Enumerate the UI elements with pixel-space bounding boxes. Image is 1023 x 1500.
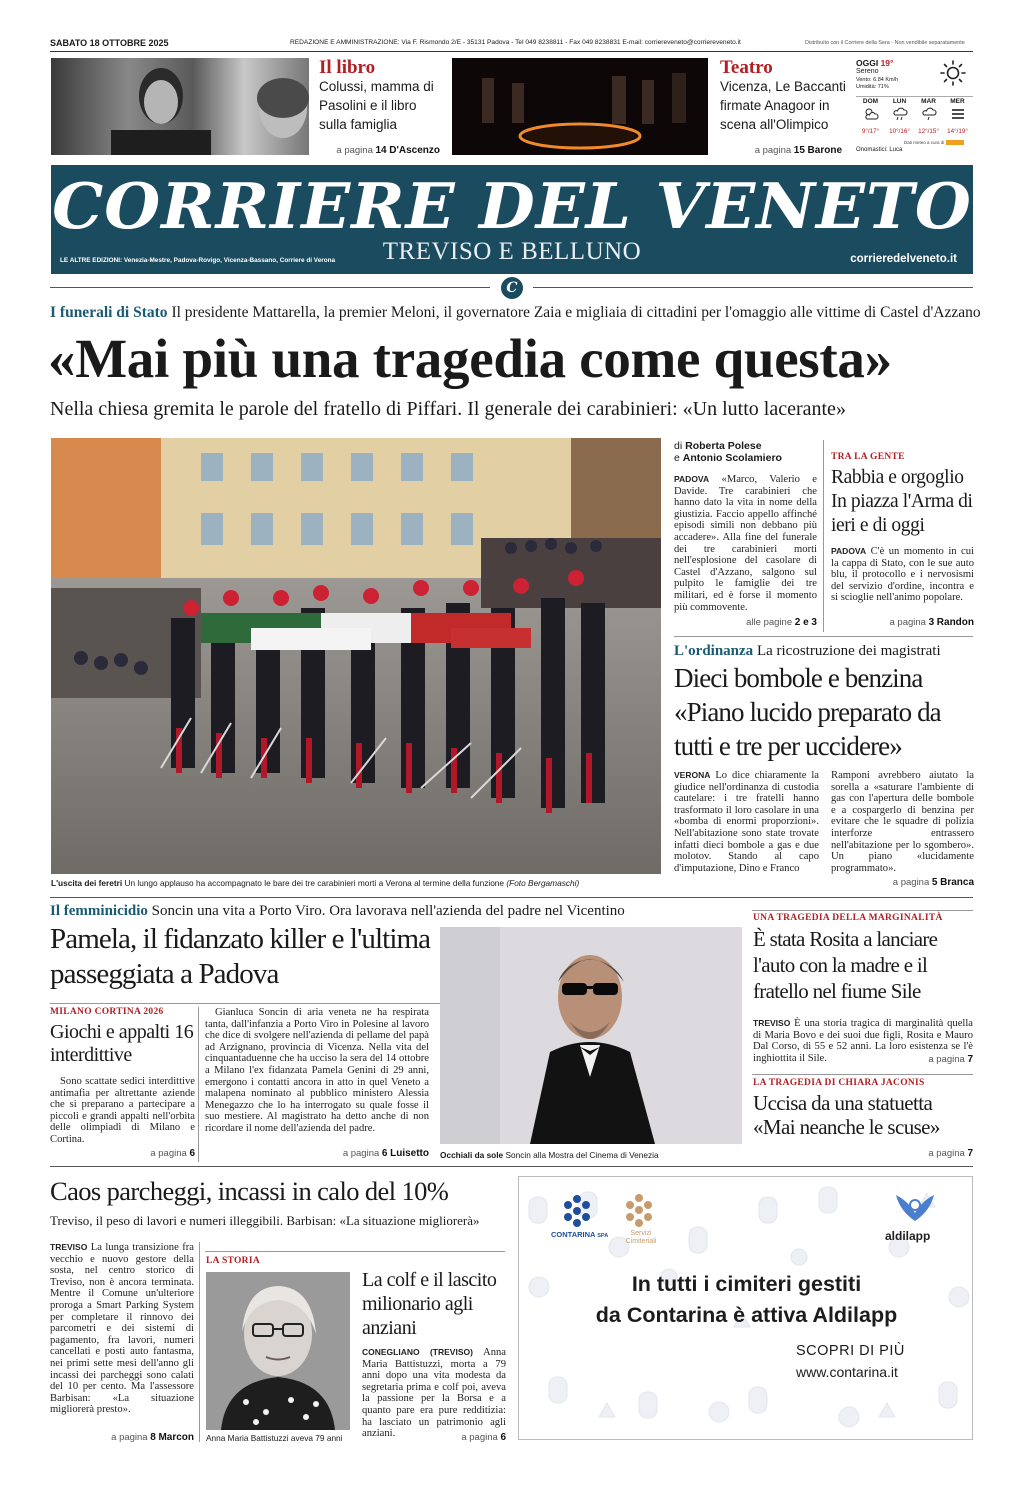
olimpiadi-ref[interactable]: a pagina 6 — [150, 1148, 195, 1159]
teaser-libro-text[interactable]: Colussi, mamma di Pasolini e il libro sulla famiglia — [319, 79, 434, 132]
rosita-kicker: UNA TRAGEDIA DELLA MARGINALITÀ — [753, 913, 943, 923]
funeral-photo[interactable] — [51, 438, 661, 874]
femminicidio-kicker-line[interactable]: Il femminicidio Soncin una vita a Porto Viro. Ora lavorava nell'azienda del padre nel Vicentino — [50, 903, 625, 919]
weather-box — [856, 58, 973, 155]
parcheggi-headline[interactable]: Caos parcheggi, incassi in calo del 10% — [50, 1176, 449, 1206]
sun-icon — [940, 60, 966, 86]
storia-ref[interactable]: a pagina 6 — [461, 1432, 506, 1443]
chiara-headline[interactable]: Uccisa da una statuetta «Mai neanche le scuse» — [753, 1091, 940, 1139]
forecast-day-label: DOM — [862, 98, 879, 105]
soncin-photo[interactable] — [440, 927, 742, 1144]
forecast-day-label: MAR — [921, 98, 936, 105]
forecast-temp: 14°/19° — [947, 128, 968, 135]
ad-url[interactable]: www.contarina.it — [796, 1364, 898, 1380]
top-distribution: Distribuito con il Corriere della Sera - Non vendibile separatamente — [805, 40, 965, 46]
lead-headline[interactable]: «Mai più una tragedia come questa» — [48, 328, 892, 389]
parcheggi-ref[interactable]: a pagina 8 Marcon — [111, 1432, 194, 1443]
aldilapp-logo-icon — [892, 1191, 938, 1229]
lead-subhead[interactable]: Nella chiesa gremita le parole del fratello di Piffari. Il generale dei carabinieri: «Un lutto lacerante» — [50, 398, 846, 420]
top-address: REDAZIONE E AMMINISTRAZIONE: Via F. Rismondo 2/E - 35131 Padova - Tel 049 8238811 - Fax 049 8238831 E-mail: corriereveneto@corriereveneto.it — [290, 39, 741, 46]
teaser-libro-ref[interactable]: a pagina 14 D'Ascenzo — [336, 145, 440, 156]
ordinanza-body-col2[interactable]: Ramponi avrebbero aiutato la sorella a «saturare l'ambiente di gas con l'apertura delle bombole e a cospargerlo di benzina per evitare che le squadre di polizia interforze entrassero nell'abitazione per lo sgombero». Un piano «lucidamente programmato». — [831, 770, 974, 874]
parcheggi-body[interactable]: TREVISO La lunga transizione fra vecchio e nuovo gestore della sosta, nel centro storico di Treviso, non è ancora terminata. Mentre il Comune un'ulteriore proroga a Smart Parking System per completare il rinnovo dei parcometri e dei sistemi di pagamento, fra lavori, numeri cancellati e posti auto fantasma, nei primi sette mesi dell'anno gli incassi dei parcheggi sono calati del 10 per cento. Ma l'assessore Barbisan: «La situazione migliorerà presto». — [50, 1242, 194, 1416]
ordinanza-kicker-line[interactable]: L'ordinanza La ricostruzione dei magistrati — [674, 643, 941, 659]
battistuzzi-photo[interactable] — [206, 1272, 350, 1430]
lead-kicker-line[interactable] — [50, 304, 980, 322]
battistuzzi-caption: Anna Maria Battistuzzi aveva 79 anni — [206, 1433, 343, 1443]
masthead-title: CORRIERE DEL VENETO — [52, 169, 972, 243]
weather-wind: Vento: 6.84 Km/h — [856, 77, 899, 83]
aldilapp-brand: aldilapp — [885, 1229, 931, 1243]
femminicidio-body[interactable]: Gianluca Soncin di aria veneta ne ha respirata tanta, dall'infanzia a Porto Viro in Polesine al lavoro che dice di svolgere nell'azienda di pellame del papà ad Arzignano, provincia di Vicenza. Nella vita del cinquantaduenne che ha ucciso la sera del 14 ottobre a Milano l'ex fidanzata Pamela Genini di 29 anni, emergono i contatti ancora in atto in quel Veneto a malapena nominato al pubblico ministero Alessia Menegazzo che lo ha interrogato su quale fosse il suo mestiere. Al magistrato ha detto anche di non ricordare il nome dell'azienda del padre. — [205, 1007, 429, 1134]
gente-kicker: TRA LA GENTE — [831, 452, 905, 462]
olimpiadi-kicker: MILANO CORTINA 2026 — [50, 1007, 164, 1017]
chiara-kicker: LA TRAGEDIA DI CHIARA JACONIS — [753, 1078, 925, 1088]
rosita-ref[interactable]: a pagina 7 — [928, 1054, 973, 1065]
teaser-libro-title[interactable]: Il libro — [319, 57, 376, 78]
teaser-teatro-text[interactable]: Vicenza, Le Baccanti firmate Anagoor in scena all'Olimpico — [720, 79, 846, 132]
weather-today-temp: 19° — [880, 58, 894, 68]
olimpiadi-body[interactable]: Sono scattate sedici interdittive antimafia per altrettante aziende che si preparano a partecipare a piccoli e grandi appalti nell'orbita delle olimpiadi di Milano e Cortina. — [50, 1076, 195, 1145]
forecast-temp: 9°/17° — [861, 128, 880, 135]
ad-cta[interactable]: SCOPRI DI PIÙ — [796, 1343, 905, 1359]
forecast-day — [914, 98, 943, 135]
soncin-caption: Occhiali da sole Soncin alla Mostra del Cinema di Venezia — [440, 1150, 659, 1160]
femminicidio-ref[interactable]: a pagina 6 Luisetto — [342, 1148, 429, 1159]
lead-byline: di Roberta Polese e Antonio Scolamiero — [674, 440, 782, 464]
masthead-badge: C — [501, 277, 523, 299]
lead-kicker: I funerali di Stato — [50, 304, 168, 321]
cloud-rain-icon — [892, 107, 908, 121]
lead-kicker-text: Il presidente Mattarella, la premier Meloni, il governatore Zaia e migliaia di cittadini per l'omaggio alle vittime di Castel d'Azzano — [171, 304, 981, 321]
contarina-ad[interactable] — [518, 1176, 973, 1440]
fog-icon — [950, 107, 966, 121]
gente-headline[interactable]: Rabbia e orgoglio In piazza l'Arma di ieri e di oggi — [831, 467, 973, 536]
contarina-brand: CONTARINA SPA — [551, 1230, 609, 1239]
sun-cloud-icon — [863, 107, 879, 121]
teaser-teatro-title[interactable]: Teatro — [720, 57, 773, 78]
pasolini-photo[interactable] — [51, 58, 309, 155]
servizi-cimiteriali-brand: Servizi Cimiteriali — [625, 1230, 657, 1245]
rosita-headline[interactable]: È stata Rosita a lanciare l'auto con la madre e il fratello nel fiume Sile — [753, 927, 938, 1003]
olimpiadi-headline[interactable]: Giochi e appalti 16 interdittive — [50, 1021, 194, 1066]
weather-today-label: OGGI — [856, 58, 879, 68]
cloud-rain-icon — [921, 107, 937, 121]
gente-ref[interactable]: a pagina 3 Randon — [889, 617, 974, 628]
forecast-temp: 12°/15° — [918, 128, 939, 135]
ordinanza-ref[interactable]: a pagina 5 Branca — [892, 877, 974, 888]
masthead-edition: TREVISO E BELLUNO — [382, 238, 642, 265]
servizi-cimiteriali-logo-icon — [622, 1193, 656, 1227]
masthead-other-editions: LE ALTRE EDIZIONI: Venezia-Mestre, Padova-Rovigo, Vicenza-Bassano, Corriere di Verona — [60, 257, 336, 264]
masthead[interactable] — [51, 165, 973, 274]
storia-kicker: LA STORIA — [206, 1256, 261, 1266]
lead-body[interactable]: PADOVA «Marco, Valerio e Davide. Tre carabinieri che hanno dato la vita in nome della giustizia. Faccio appello affinché episodi simili non debbano più accadere». Alla fine del funerale dei tre carabinieri morti nell'esplosione del casolare di Castel d'Azzano, salgono sul pulpito le famiglie dei tre militari, ed è forse il momento più commovente. — [674, 474, 817, 613]
forecast-temp: 10°/16° — [889, 128, 910, 135]
chiara-ref[interactable]: a pagina 7 — [928, 1148, 973, 1159]
teaser-teatro-ref[interactable]: a pagina 15 Barone — [754, 145, 842, 156]
top-date: SABATO 18 OTTOBRE 2025 — [50, 38, 169, 48]
weather-humidity: Umidità: 71% — [856, 84, 889, 90]
parcheggi-subhead[interactable]: Treviso, il peso di lavori e numeri illeggibili. Barbisan: «La situazione migliorerà» — [50, 1213, 480, 1228]
teatro-photo[interactable] — [452, 58, 708, 155]
rosita-body[interactable]: TREVISO È una storia tragica di marginalità quella di Maria Bovo e dei suoi due figli, Rosita e Mauro Dal Corso, di 55 e 52 anni. La loro esistenza se l'è inghiottita il Sile. — [753, 1018, 974, 1064]
forecast-day — [943, 98, 972, 135]
masthead-site[interactable]: corrieredelveneto.it — [850, 253, 957, 265]
forecast-day-label: LUN — [892, 98, 907, 105]
ad-line1: In tutti i cimiteri gestiti — [631, 1272, 862, 1296]
storia-headline[interactable]: La colf e il lascito milionario agli anziani — [362, 1269, 497, 1339]
forecast-day — [885, 98, 914, 135]
ordinanza-body-col1[interactable]: VERONA Lo dice chiaramente la giudice nell'ordinanza di custodia cautelare: i tre fratelli hanno trasformato il loro casolare in una «bomba di enormi proporzioni». Nell'abitazione sono state trovate infatti dieci bombole a gas e due molotov. Stando al capo d'imputazione, Dino e Franco — [674, 770, 819, 874]
ordinanza-headline[interactable]: Dieci bombole e benzina «Piano lucido preparato da tutti e tre per uccidere» — [674, 663, 941, 761]
forecast-day — [856, 98, 885, 135]
femminicidio-headline[interactable]: Pamela, il fidanzato killer e l'ultima passeggiata a Padova — [50, 923, 431, 990]
storia-body[interactable]: CONEGLIANO (TREVISO) Anna Maria Battistuzzi, morta a 79 anni dopo una vita modesta da segretaria prima e colf poi, aveva la passione per la Borsa e a quanto pare era pure redditizia: ha lasciato un patrimonio agli anziani. — [362, 1347, 506, 1440]
ad-line2: da Contarina è attiva Aldilapp — [595, 1303, 898, 1327]
lead-ref[interactable]: alle pagine 2 e 3 — [746, 617, 817, 628]
forecast-day-label: MER — [950, 98, 965, 105]
weather-condition: Sereno — [856, 68, 879, 75]
lead-caption: L'uscita dei feretri Un lungo applauso ha accompagnato le bare dei tre carabinieri morti a Verona al termine della funzione (Foto Bergamaschi) — [51, 878, 580, 888]
contarina-logo-icon — [559, 1193, 595, 1229]
gente-body[interactable]: PADOVA C'è un momento in cui la cappa di Stato, con le sue auto blu, il protocollo e i nervosismi del servizio d'ordine, incontra e si scioglie nell'animo popolare. — [831, 546, 974, 604]
weather-credit: Dati meteo a cura di — [904, 140, 964, 145]
onomastici: Onomastici: Luca — [856, 147, 903, 153]
